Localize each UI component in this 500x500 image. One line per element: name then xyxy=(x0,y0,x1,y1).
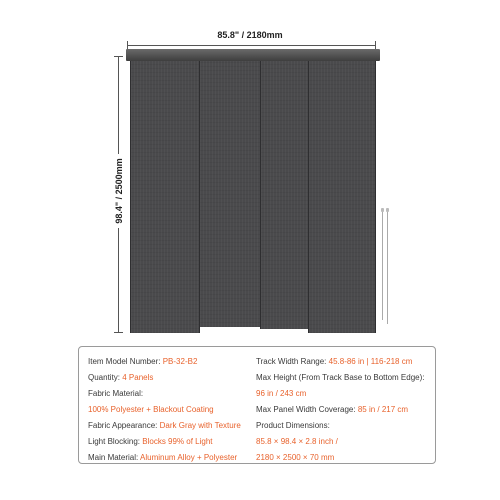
header-rail xyxy=(126,49,380,61)
spec-light-blocking: Light Blocking: Blocks 99% of Light xyxy=(88,437,213,446)
spec-product-dimensions-inch: 85.8 × 98.4 × 2.8 inch / xyxy=(256,437,338,446)
spec-fabric-appearance: Fabric Appearance: Dark Gray with Texture xyxy=(88,421,241,430)
spec-quantity: Quantity: 4 Panels xyxy=(88,373,154,382)
spec-track-width-range: Track Width Range: 45.8-86 in | 116-218 cm xyxy=(256,357,413,366)
spec-fabric-material-value: 100% Polyester + Blackout Coating xyxy=(88,405,214,414)
blind-panel xyxy=(130,61,200,333)
blind-panel xyxy=(308,61,376,333)
blind-panel xyxy=(260,61,312,329)
spec-main-material: Main Material: Aluminum Alloy + Polyester xyxy=(88,453,238,462)
spec-item-model: Item Model Number: PB-32-B2 xyxy=(88,357,198,366)
spec-max-panel-width: Max Panel Width Coverage: 85 in / 217 cm xyxy=(256,405,409,414)
spec-max-height-value: 96 in / 243 cm xyxy=(256,389,307,398)
blind-panel xyxy=(199,61,261,327)
control-wand xyxy=(387,212,388,324)
control-wand xyxy=(382,212,383,320)
width-dimension-label: 85.8" / 2180mm xyxy=(0,30,500,40)
spec-product-dimensions-label: Product Dimensions: xyxy=(256,421,330,430)
height-dimension-label: 98.4" / 2500mm xyxy=(114,136,124,246)
spec-max-height-label: Max Height (From Track Base to Bottom Edge): xyxy=(256,373,425,382)
width-dimension-line xyxy=(127,45,376,46)
spec-product-dimensions-mm: 2180 × 2500 × 70 mm xyxy=(256,453,335,462)
spec-fabric-material-label: Fabric Material: xyxy=(88,389,144,398)
